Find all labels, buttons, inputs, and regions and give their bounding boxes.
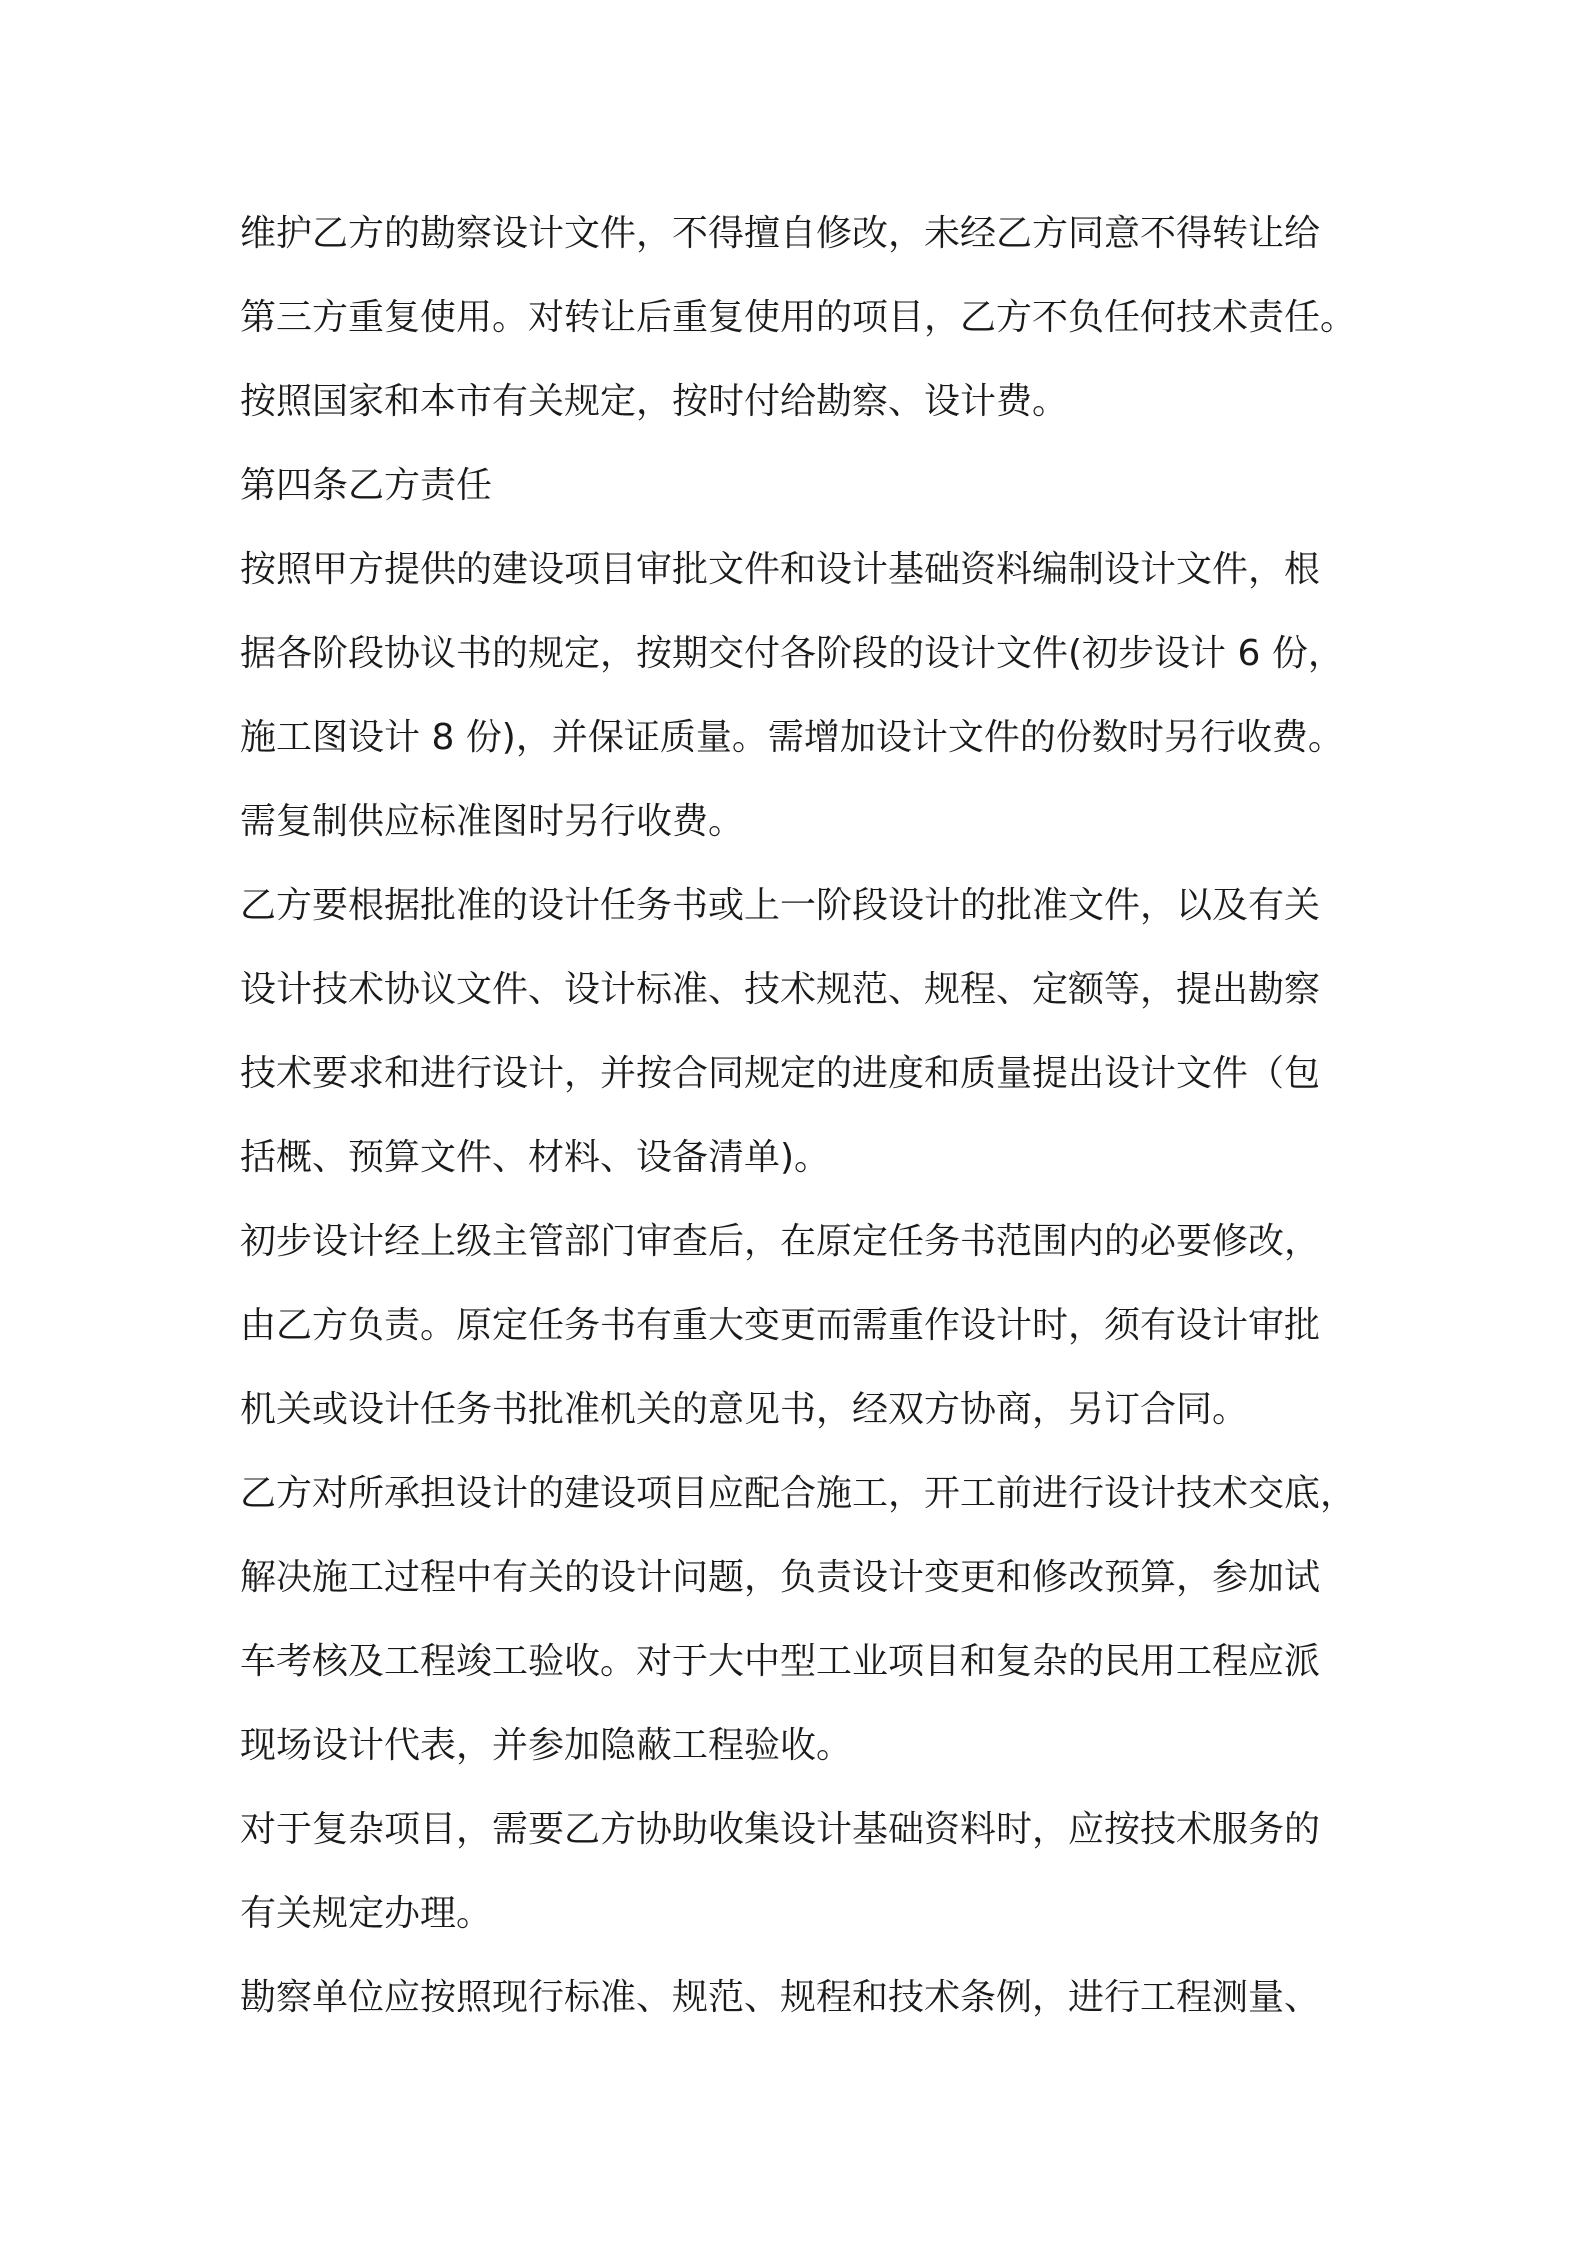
text-line: 解决施工过程中有关的设计问题，负责设计变更和修改预算，参加试 [240,1557,1321,1598]
text-line: 由乙方负责。原定任务书有重大变更而需重作设计时，须有设计审批 [240,1305,1321,1346]
text-line: 乙方要根据批准的设计任务书或上一阶段设计的批准文件，以及有关 [240,885,1321,926]
text-line: 括概、预算文件、材料、设备清单)。 [240,1137,831,1178]
text-line: 维护乙方的勘察设计文件，不得擅自修改，未经乙方同意不得转让给 [240,213,1321,254]
text-line: 第三方重复使用。对转让后重复使用的项目，乙方不负任何技术责任。 [240,297,1357,338]
text-line: 需复制供应标准图时另行收费。 [240,801,745,842]
text-line: 据各阶段协议书的规定，按期交付各阶段的设计文件(初步设计 6 份， [240,633,1344,674]
document-body [240,192,1357,2040]
text-line: 对于复杂项目，需要乙方协助收集设计基础资料时，应按技术服务的 [240,1809,1321,1850]
text-line: 初步设计经上级主管部门审查后，在原定任务书范围内的必要修改， [240,1221,1321,1262]
text-line: 按照甲方提供的建设项目审批文件和设计基础资料编制设计文件，根 [240,549,1321,590]
text-line: 现场设计代表，并参加隐蔽工程验收。 [240,1725,853,1766]
section-heading: 第四条乙方责任 [240,465,493,506]
text-line: 机关或设计任务书批准机关的意见书，经双方协商，另订合同。 [240,1389,1249,1430]
text-line: 车考核及工程竣工验收。对于大中型工业项目和复杂的民用工程应派 [240,1641,1321,1682]
text-line: 有关规定办理。 [240,1893,493,1934]
text-line: 乙方对所承担设计的建设项目应配合施工，开工前进行设计技术交底， [240,1473,1357,1514]
text-line: 设计技术协议文件、设计标准、技术规范、规程、定额等，提出勘察 [240,969,1321,1010]
text-line: 勘察单位应按照现行标准、规范、规程和技术条例，进行工程测量、 [240,1977,1321,2018]
text-line: 技术要求和进行设计，并按合同规定的进度和质量提出设计文件（包 [240,1053,1321,1094]
text-line: 施工图设计 8 份)，并保证质量。需增加设计文件的份数时另行收费。 [240,717,1344,758]
text-line: 按照国家和本市有关规定，按时付给勘察、设计费。 [240,381,1069,422]
